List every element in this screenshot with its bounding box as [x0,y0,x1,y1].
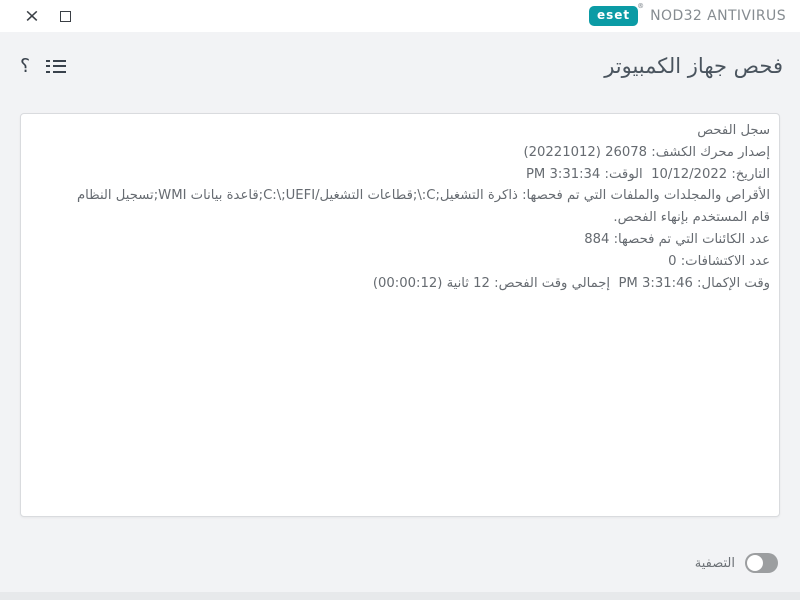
log-line: التاريخ: 10/12/2022 الوقت: 3:31:34 PM [525,166,770,182]
bottom-strip [0,592,800,600]
header-icons [20,54,66,77]
log-line: الأقراص والمجلدات والملفات التي تم فحصها: ذاكرة التشغيل;C:\;قطاعات التشغيل/C:\;UEFI;قاعدة بيانات WMI;تسجيل النظام [76,188,770,204]
page-title: فحص جهاز الكمبيوتر [604,54,783,78]
scan-log-panel [20,113,780,517]
filter-label: التصفية [694,555,735,571]
window-controls [24,7,71,26]
log-line: وقت الإكمال: 3:31:46 PM إجمالي وقت الفحص: 12 ثانية (00:00:12) [372,275,770,291]
product-name: NOD32 ANTIVIRUS [650,8,786,24]
page-header [0,32,800,100]
footer-bar [0,545,800,581]
log-line: عدد الاكتشافات: 0 [668,253,770,269]
registered-mark-icon: ® [637,2,646,10]
log-line: عدد الكائنات التي تم فحصها: 884 [584,231,770,247]
log-list-icon[interactable] [46,60,66,73]
maximize-icon[interactable] [60,11,71,22]
eset-logo: eset ® [589,6,638,26]
brand-logo [589,2,786,26]
close-icon[interactable]: × [24,5,40,26]
filter-toggle[interactable] [745,553,778,573]
log-line: إصدار محرك الكشف: 26078 (20221012) [523,144,770,160]
log-line: سجل الفحص [697,123,770,138]
toggle-knob-icon [747,555,763,571]
help-icon[interactable]: ؟ [20,54,31,77]
log-line: قام المستخدم بإنهاء الفحص. [613,210,770,226]
titlebar [0,0,800,32]
